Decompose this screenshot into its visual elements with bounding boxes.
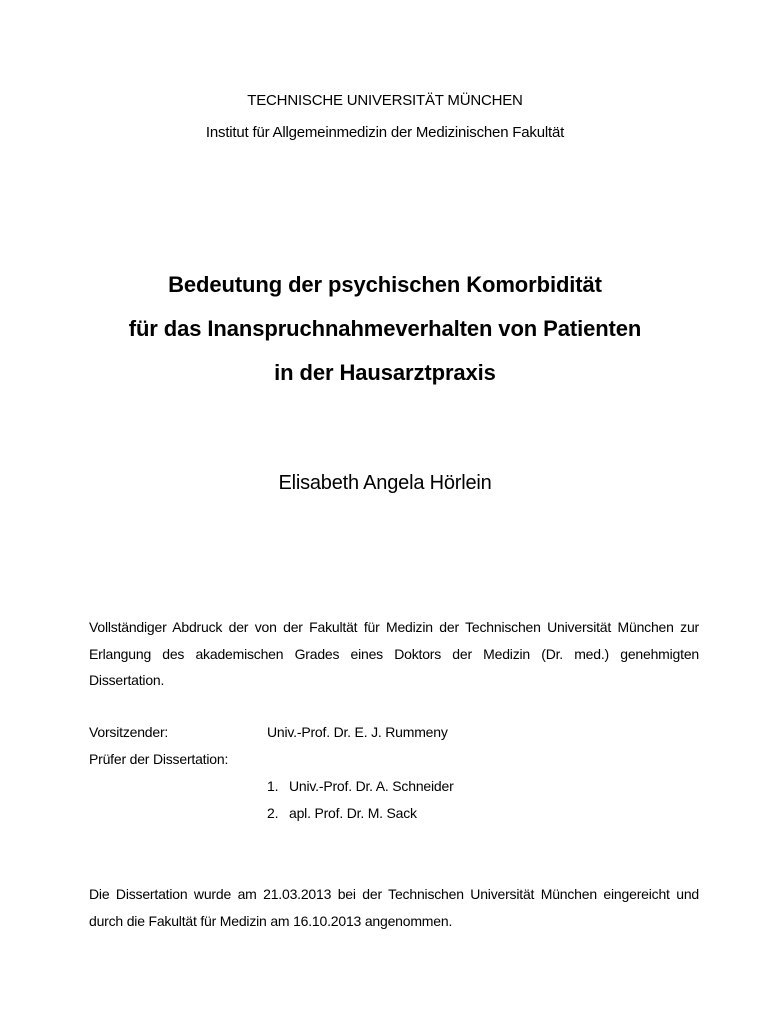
- university-name: TECHNISCHE UNIVERSITÄT MÜNCHEN: [247, 92, 523, 109]
- thesis-title-line-2: für das Inanspruchnahmeverhalten von Patienten: [128, 316, 642, 341]
- examiner-name: Univ.-Prof. Dr. A. Schneider: [289, 778, 454, 794]
- author-name: Elisabeth Angela Hörlein: [278, 472, 492, 494]
- examiner-item: [267, 778, 454, 794]
- examiner-number: 2.: [267, 805, 279, 821]
- thesis-title-line-1: Bedeutung der psychischen Komorbidität: [168, 272, 602, 297]
- submission-statement: Die Dissertation wurde am 21.03.2013 bei der Technischen Universität München eingereicht und durch die Fakultät für Medizin am 16.10.2013 angenommen.: [89, 886, 699, 929]
- chair-name: Univ.-Prof. Dr. E. J. Rummeny: [267, 724, 448, 740]
- examiner-item: [267, 805, 417, 821]
- institute-name: Institut für Allgemeinmedizin der Medizinischen Fakultät: [205, 124, 565, 141]
- examiners-label: Prüfer der Dissertation:: [89, 751, 229, 767]
- degree-statement: Vollständiger Abdruck der von der Fakultät für Medizin der Technischen Universität München zur Erlangung des akademischen Grades eines Doktors der Medizin (Dr. med.) genehmigten Dissertation.: [89, 619, 699, 688]
- examiner-number: 1.: [267, 778, 279, 794]
- examiner-name: apl. Prof. Dr. M. Sack: [289, 805, 417, 821]
- chair-label: Vorsitzender:: [89, 724, 169, 740]
- thesis-title-line-3: in der Hausarztpraxis: [274, 360, 496, 385]
